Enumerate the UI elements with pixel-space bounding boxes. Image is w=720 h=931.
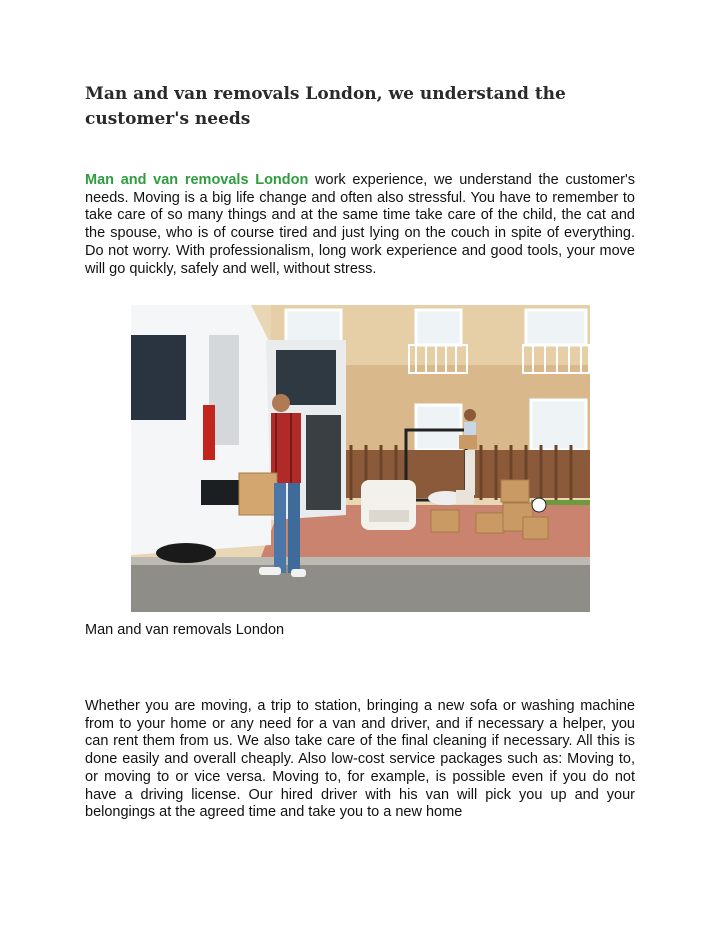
body-paragraph: Whether you are moving, a trip to station, bringing a new sofa or washing machine from to your home or any need for a van and driver, and if necessary a helper, you can rent them from us. We also take care of the final cleaning if necessary. All this is done easily and overall cheaply. Also low-cost service packages such as: Moving to, or moving to or vice versa. Moving to, for example, is possible even if you do not have a driving license. Our hired driver with his van will pick you up and your belongings at the agreed time and take you to a new home	[85, 698, 635, 821]
page-title: Man and van removals London, we understand the customer's needs	[85, 84, 566, 129]
removals-link[interactable]: Man and van removals London	[85, 172, 309, 188]
image-caption: Man and van removals London	[85, 622, 285, 638]
moving-photo	[131, 305, 590, 612]
intro-text: work experience, we understand the customer's needs. Moving is a big life change and often also stressful. You have to remember to take care of so many things and at the same time take care of the child, the cat and the spouse, who is of course tired and just lying on the couch in spite of everything. Do not worry. With professionalism, long work experience and good tools, your move will go quickly, safely and well, without stress.	[85, 172, 635, 277]
intro-paragraph	[85, 172, 635, 278]
